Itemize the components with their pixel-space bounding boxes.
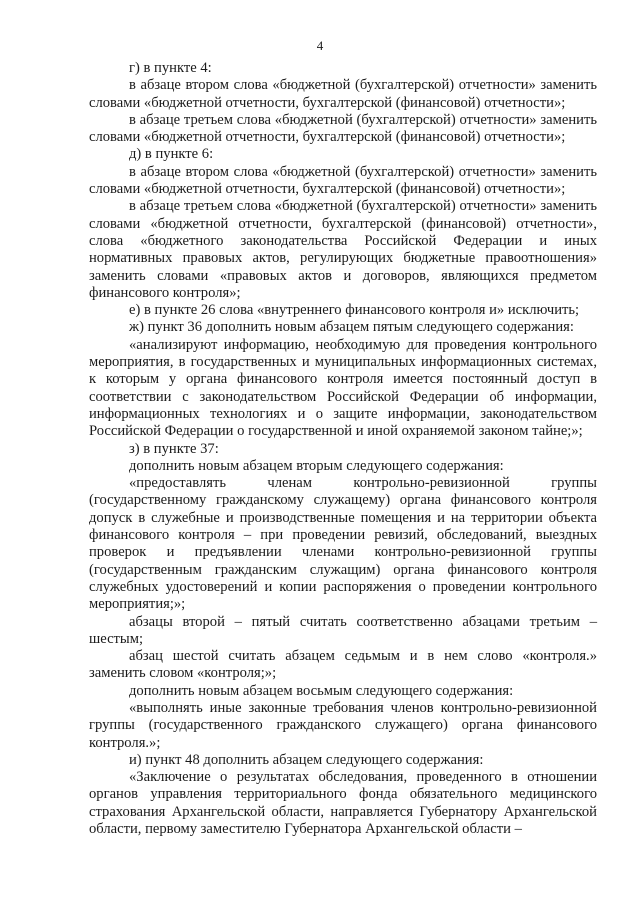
paragraph: абзацы второй – пятый считать соответственно абзацами третьим – шестым; [89,613,597,647]
paragraph: и) пункт 48 дополнить абзацем следующего содержания: [129,751,484,768]
paragraph: «Заключение о результатах обследования, проведенного в отношении органов управления территориального фонда обязательного медицинского страхования Архангельской области, направляется Губернатору Архангельской области, первому заместителю Губернатора Архангельской области – [89,769,597,838]
paragraph: «предоставлять членам контрольно-ревизионной группы (государственному гражданскому служащему) органа финансового контроля допуск в служебные и производственные помещения и на территории объекта финансового контроля – при проведении ревизий, обследований, выездных проверок и предъявлении членами контрольно-ревизионной группы (государственным гражданским служащим) органа финансового контроля служебных удостоверений и копии распоряжения о проведении контрольного мероприятия;»; [89,475,597,613]
paragraph: з) в пункте 37: [129,440,219,457]
paragraph: дополнить новым абзацем восьмым следующего содержания: [129,682,514,699]
paragraph: в абзаце третьем слова «бюджетной (бухгалтерской) отчетности» заменить словами «бюджетной отчетности, бухгалтерской (финансовой) отчетности», слова «бюджетного законодательства Российской Федерации и иных нормативных правовых актов, регулирующих бюджетные правоотношения» заменить словами «правовых актов и договоров, являющихся предметом финансового контроля»; [89,198,597,301]
paragraph: е) в пункте 26 слова «внутреннего финансового контроля и» исключить; [129,302,580,319]
paragraph: в абзаце третьем слова «бюджетной (бухгалтерской) отчетности» заменить словами «бюджетной отчетности, бухгалтерской (финансовой) отчетности»; [89,111,597,146]
paragraph: в абзаце втором слова «бюджетной (бухгалтерской) отчетности» заменить словами «бюджетной отчетности, бухгалтерской (финансовой) отчетности»; [89,163,597,198]
paragraph: «выполнять иные законные требования членов контрольно-ревизионной группы (государственного гражданского служащего) органа финансового контроля.»; [89,699,597,751]
paragraph: абзац шестой считать абзацем седьмым и в нем слово «контроля.» заменить словом «контроля;»; [89,648,597,682]
page-number: 4 [316,38,324,53]
paragraph: «анализируют информацию, необходимую для проведения контрольного мероприятия, в государственных и муниципальных информационных системах, к которым у органа финансового контроля имеется постоянный доступ в соответствии с законодательством Российской Федерации об информации, информационных технологиях и о защите информации, законодательством Российской Федерации о государственной и иной охраняемой законом тайне;»; [89,336,597,440]
paragraph: д) в пункте 6: [129,146,214,163]
document-body [89,60,597,838]
paragraph: в абзаце втором слова «бюджетной (бухгалтерской) отчетности» заменить словами «бюджетной отчетности, бухгалтерской (финансовой) отчетности»; [89,77,597,111]
paragraph: г) в пункте 4: [129,60,212,76]
paragraph: дополнить новым абзацем вторым следующего содержания: [129,457,504,474]
paragraph: ж) пункт 36 дополнить новым абзацем пятым следующего содержания: [129,319,574,336]
